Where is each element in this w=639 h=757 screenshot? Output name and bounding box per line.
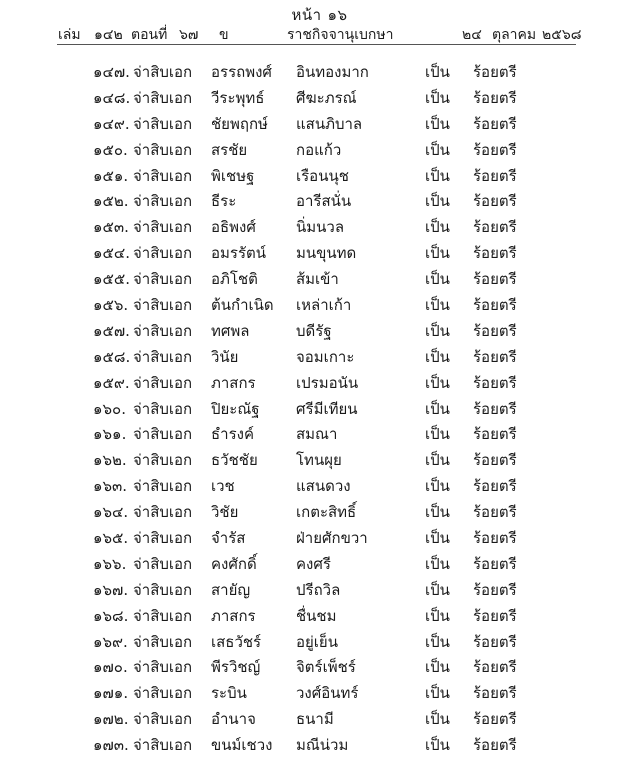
list-item: [0, 343, 639, 369]
last-name: เกตะสิทธิ์: [296, 503, 357, 522]
current-rank: จ่าสิบเอก: [133, 632, 193, 651]
entry-number: ๑๕๖.: [93, 296, 129, 315]
list-item: [0, 187, 639, 213]
current-rank: จ่าสิบเอก: [133, 684, 193, 703]
list-item: [0, 317, 639, 343]
last-name: แสนดวง: [296, 477, 351, 496]
entry-number: ๑๖๗.: [93, 580, 129, 599]
promotion-word: เป็น: [425, 710, 450, 729]
last-name: จิตร์เพ็ชร์: [296, 658, 356, 677]
first-name: ขนม์เชวง: [211, 736, 273, 755]
entry-number: ๑๕๗.: [93, 321, 130, 340]
promotion-word: เป็น: [425, 244, 450, 263]
entry-number: ๑๔๗.: [93, 63, 130, 81]
section-letter: ข: [219, 27, 229, 43]
new-rank: ร้อยตรี: [473, 114, 517, 133]
promotion-word: เป็น: [425, 63, 450, 81]
new-rank: ร้อยตรี: [473, 503, 517, 522]
last-name: บดีรัฐ: [296, 321, 332, 340]
header-month: ตุลาคม: [492, 27, 537, 43]
volume-number: ๑๔๒: [94, 27, 123, 43]
new-rank: ร้อยตรี: [473, 632, 517, 651]
volume-label: เล่ม: [58, 27, 81, 43]
promotion-word: เป็น: [425, 451, 450, 470]
current-rank: จ่าสิบเอก: [133, 88, 193, 107]
first-name: ภาสกร: [211, 373, 256, 392]
new-rank: ร้อยตรี: [473, 63, 517, 81]
current-rank: จ่าสิบเอก: [133, 580, 193, 599]
new-rank: ร้อยตรี: [473, 606, 517, 625]
current-rank: จ่าสิบเอก: [133, 218, 193, 237]
first-name: ชัยพฤกษ์: [211, 114, 268, 133]
first-name: พิเชษฐ: [211, 166, 255, 185]
list-item: [0, 498, 639, 524]
first-name: พีรวิชญ์: [211, 658, 261, 677]
last-name: วงศ์อินทร์: [296, 684, 359, 703]
entry-number: ๑๗๐.: [93, 658, 128, 677]
first-name: ธำรงค์: [211, 425, 254, 444]
entry-number: ๑๖๐.: [93, 399, 126, 418]
new-rank: ร้อยตรี: [473, 140, 517, 159]
promotion-word: เป็น: [425, 166, 450, 185]
new-rank: ร้อยตรี: [473, 321, 517, 340]
new-rank: ร้อยตรี: [473, 477, 517, 496]
header-day: ๒๔: [462, 27, 482, 43]
last-name: ศีฆะภรณ์: [296, 88, 357, 107]
entry-number: ๑๗๒.: [93, 710, 129, 729]
promotion-word: เป็น: [425, 399, 450, 418]
entry-number: ๑๕๑.: [93, 166, 129, 185]
first-name: ภาสกร: [211, 606, 256, 625]
first-name: อำนาจ: [211, 710, 256, 729]
promotion-word: เป็น: [425, 425, 450, 444]
entry-number: ๑๕๘.: [93, 347, 131, 366]
last-name: มนขุนทด: [296, 244, 357, 263]
promotion-word: เป็น: [425, 529, 450, 548]
last-name: เรือนนุช: [296, 166, 349, 185]
entry-number: ๑๖๖.: [93, 554, 127, 573]
list-item: [0, 472, 639, 498]
list-item: [0, 550, 639, 576]
entry-number: ๑๔๙.: [93, 114, 130, 133]
promotion-word: เป็น: [425, 477, 450, 496]
list-item: [0, 731, 639, 757]
header-year: ๒๕๖๘: [542, 27, 582, 43]
entry-number: ๑๕๕.: [93, 270, 130, 289]
promotion-word: เป็น: [425, 321, 450, 340]
new-rank: ร้อยตรี: [473, 88, 517, 107]
current-rank: จ่าสิบเอก: [133, 658, 193, 677]
last-name: ปรีถวิล: [296, 580, 341, 599]
promotion-word: เป็น: [425, 347, 450, 366]
current-rank: จ่าสิบเอก: [133, 244, 193, 263]
promotion-word: เป็น: [425, 503, 450, 522]
current-rank: จ่าสิบเอก: [133, 63, 193, 81]
current-rank: จ่าสิบเอก: [133, 140, 193, 159]
list-item: [0, 395, 639, 421]
first-name: ธีระ: [211, 192, 237, 211]
list-item: [0, 628, 639, 654]
first-name: วีระพุทธ์: [211, 88, 265, 107]
promotion-word: เป็น: [425, 270, 450, 289]
new-rank: ร้อยตรี: [473, 218, 517, 237]
header-rule: [57, 44, 576, 45]
promotion-word: เป็น: [425, 88, 450, 107]
new-rank: ร้อยตรี: [473, 736, 517, 755]
list-item: [0, 213, 639, 239]
entry-number: ๑๕๔.: [93, 244, 130, 263]
list-item: [0, 291, 639, 317]
first-name: อภิโชติ: [211, 270, 258, 289]
promotion-word: เป็น: [425, 192, 450, 211]
last-name: ศรีมีเทียน: [296, 399, 358, 418]
new-rank: ร้อยตรี: [473, 658, 517, 677]
first-name: อมรรัตน์: [211, 244, 267, 263]
first-name: ธวัชชัย: [211, 451, 258, 470]
new-rank: ร้อยตรี: [473, 373, 517, 392]
publication-name: ราชกิจจานุเบกษา: [287, 27, 394, 43]
current-rank: จ่าสิบเอก: [133, 114, 193, 133]
current-rank: จ่าสิบเอก: [133, 529, 193, 548]
new-rank: ร้อยตรี: [473, 270, 517, 289]
last-name: อยู่เย็น: [296, 632, 338, 651]
new-rank: ร้อยตรี: [473, 347, 517, 366]
list-item: [0, 369, 639, 395]
current-rank: จ่าสิบเอก: [133, 477, 193, 496]
new-rank: ร้อยตรี: [473, 296, 517, 315]
running-header: [0, 24, 639, 44]
new-rank: ร้อยตรี: [473, 580, 517, 599]
last-name: โทนผุย: [296, 451, 342, 470]
promotion-word: เป็น: [425, 296, 450, 315]
page-label: หน้า: [291, 6, 322, 24]
entry-number: ๑๖๘.: [93, 606, 129, 625]
promotion-word: เป็น: [425, 114, 450, 133]
entry-number: ๑๕๓.: [93, 218, 129, 237]
list-item: [0, 136, 639, 162]
last-name: แสนภิบาล: [296, 114, 363, 133]
new-rank: ร้อยตรี: [473, 399, 517, 418]
current-rank: จ่าสิบเอก: [133, 451, 193, 470]
last-name: เหล่าเก้า: [296, 296, 352, 315]
entry-number: ๑๕๐.: [93, 140, 128, 159]
list-item: [0, 162, 639, 188]
entry-number: ๑๖๒.: [93, 451, 127, 470]
first-name: เวช: [211, 477, 235, 496]
list-item: [0, 239, 639, 265]
new-rank: ร้อยตรี: [473, 710, 517, 729]
promotion-word: เป็น: [425, 580, 450, 599]
first-name: อธิพงศ์: [211, 218, 256, 237]
promotion-list: [0, 58, 639, 757]
last-name: เปรมอนัน: [296, 373, 359, 392]
current-rank: จ่าสิบเอก: [133, 373, 193, 392]
first-name: วินัย: [211, 347, 239, 366]
first-name: สายัญ: [211, 580, 251, 599]
first-name: จำรัส: [211, 529, 246, 548]
list-item: [0, 705, 639, 731]
list-item: [0, 58, 639, 84]
entry-number: ๑๗๑.: [93, 684, 129, 703]
current-rank: จ่าสิบเอก: [133, 192, 193, 211]
list-item: [0, 602, 639, 628]
promotion-word: เป็น: [425, 554, 450, 573]
list-item: [0, 265, 639, 291]
last-name: ธนามี: [296, 710, 334, 729]
list-item: [0, 653, 639, 679]
promotion-word: เป็น: [425, 373, 450, 392]
last-name: อินทองมาก: [296, 63, 369, 81]
list-item: [0, 110, 639, 136]
current-rank: จ่าสิบเอก: [133, 296, 193, 315]
new-rank: ร้อยตรี: [473, 425, 517, 444]
list-item: [0, 576, 639, 602]
entry-number: ๑๕๒.: [93, 192, 129, 211]
entry-number: ๑๖๕.: [93, 529, 129, 548]
current-rank: จ่าสิบเอก: [133, 606, 193, 625]
last-name: สมณา: [296, 425, 338, 444]
current-rank: จ่าสิบเอก: [133, 166, 193, 185]
first-name: เสธวัชร์: [211, 632, 262, 651]
promotion-word: เป็น: [425, 632, 450, 651]
entry-number: ๑๖๓.: [93, 477, 128, 496]
promotion-word: เป็น: [425, 140, 450, 159]
last-name: อารีสนั่น: [296, 192, 352, 211]
entry-number: ๑๖๙.: [93, 632, 128, 651]
last-name: นิ่มนวล: [296, 218, 345, 237]
entry-number: ๑๕๙.: [93, 373, 130, 392]
promotion-word: เป็น: [425, 684, 450, 703]
current-rank: จ่าสิบเอก: [133, 425, 193, 444]
current-rank: จ่าสิบเอก: [133, 347, 193, 366]
entry-number: ๑๗๓.: [93, 736, 129, 755]
issue-label: ตอนที่: [131, 27, 168, 43]
first-name: สรชัย: [211, 140, 248, 159]
first-name: ทศพล: [211, 321, 250, 340]
new-rank: ร้อยตรี: [473, 684, 517, 703]
last-name: จอมเกาะ: [296, 347, 355, 366]
current-rank: จ่าสิบเอก: [133, 710, 193, 729]
entry-number: ๑๖๑.: [93, 425, 127, 444]
first-name: ระบิน: [211, 684, 247, 703]
new-rank: ร้อยตรี: [473, 192, 517, 211]
new-rank: ร้อยตรี: [473, 244, 517, 263]
issue-number: ๖๗: [179, 27, 199, 43]
list-item: [0, 420, 639, 446]
last-name: ชื่นชม: [296, 606, 337, 625]
new-rank: ร้อยตรี: [473, 451, 517, 470]
first-name: อรรถพงศ์: [211, 63, 272, 81]
list-item: [0, 84, 639, 110]
entry-number: ๑๖๔.: [93, 503, 129, 522]
first-name: วิชัย: [211, 503, 239, 522]
list-item: [0, 524, 639, 550]
promotion-word: เป็น: [425, 658, 450, 677]
list-item: [0, 446, 639, 472]
current-rank: จ่าสิบเอก: [133, 736, 193, 755]
first-name: ปิยะณัฐ: [211, 399, 260, 418]
list-item: [0, 679, 639, 705]
promotion-word: เป็น: [425, 606, 450, 625]
promotion-word: เป็น: [425, 218, 450, 237]
current-rank: จ่าสิบเอก: [133, 503, 193, 522]
page-number-value: ๑๖: [327, 6, 348, 24]
first-name: คงศักดิ์: [211, 554, 257, 573]
new-rank: ร้อยตรี: [473, 554, 517, 573]
current-rank: จ่าสิบเอก: [133, 270, 193, 289]
last-name: ฝ่ายศักขวา: [296, 529, 368, 548]
current-rank: จ่าสิบเอก: [133, 554, 193, 573]
new-rank: ร้อยตรี: [473, 166, 517, 185]
last-name: มณีน่วม: [296, 736, 349, 755]
promotion-word: เป็น: [425, 736, 450, 755]
new-rank: ร้อยตรี: [473, 529, 517, 548]
current-rank: จ่าสิบเอก: [133, 399, 193, 418]
first-name: ต้นกำเนิด: [211, 296, 274, 315]
entry-number: ๑๔๘.: [93, 88, 131, 107]
last-name: คงศรี: [296, 554, 331, 573]
last-name: กอแก้ว: [296, 140, 342, 159]
current-rank: จ่าสิบเอก: [133, 321, 193, 340]
last-name: ส้มเข้า: [296, 270, 339, 289]
